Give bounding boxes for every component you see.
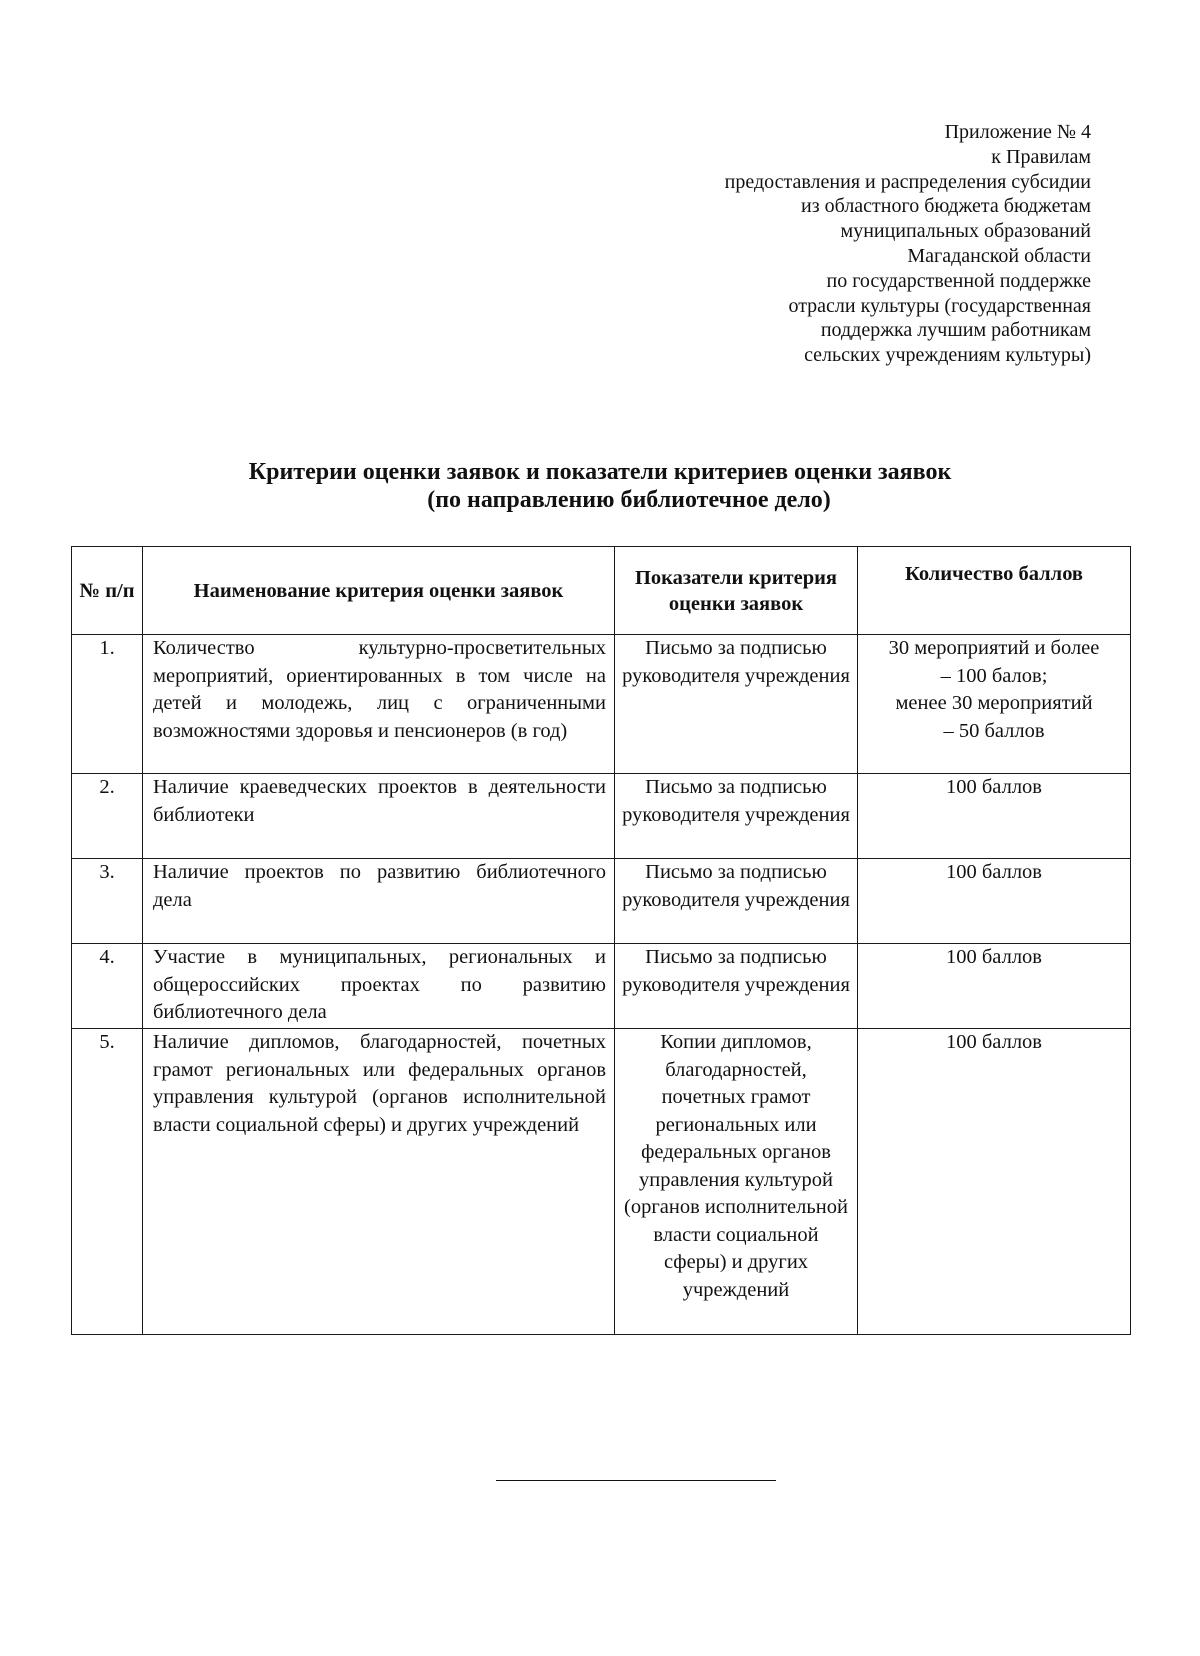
appendix-note [571, 120, 1091, 368]
title-line-2: (по направлению библиотечное дело) [427, 487, 831, 513]
row-indicator: Письмо за подписью руководителя учреждения [615, 774, 858, 859]
row-points: 100 баллов [858, 774, 1131, 859]
criteria-table [71, 546, 1131, 1335]
header-points: Количество баллов [858, 547, 1131, 635]
row-indicator: Письмо за подписью руководителя учреждения [615, 944, 858, 1029]
table-row [72, 859, 1131, 944]
appendix-line: из областного бюджета бюджетам [801, 195, 1091, 218]
table-row [72, 774, 1131, 859]
header-name: Наименование критерия оценки заявок [143, 547, 615, 635]
document-title [0, 458, 1200, 514]
table-row [72, 944, 1131, 1029]
row-num: 4. [72, 944, 143, 1029]
appendix-line: сельских учреждениям культуры) [804, 344, 1091, 367]
appendix-line: отрасли культуры (государственная [788, 294, 1091, 317]
end-divider-line [496, 1480, 776, 1481]
header-indicator: Показатели критерия оценки заявок [615, 547, 858, 635]
row-indicator: Письмо за подписью руководителя учреждения [615, 635, 858, 774]
row-criterion: Наличие дипломов, благодарностей, почетных грамот региональных или федеральных органов управления культурой (органов исполнительной власти социальной сферы) и других учреждений [143, 1029, 615, 1335]
points-line: – 100 балов; [940, 664, 1048, 687]
row-num: 3. [72, 859, 143, 944]
row-num: 2. [72, 774, 143, 859]
title-line-1: Критерии оценки заявок и показатели критериев оценки заявок [248, 459, 952, 485]
appendix-line: муниципальных образований [840, 220, 1091, 243]
points-line: – 50 баллов [943, 719, 1045, 742]
table-row [72, 635, 1131, 774]
appendix-line: поддержка лучшим работникам [820, 319, 1091, 342]
row-criterion: Наличие краеведческих проектов в деятельности библиотеки [143, 774, 615, 859]
row-num: 1. [72, 635, 143, 774]
row-indicator: Копии дипломов, благодарностей, почетных грамот региональных или федеральных органов управления культурой (органов исполнительной власти социальной сферы) и других учреждений [615, 1029, 858, 1335]
row-criterion: Участие в муниципальных, региональных и общероссийских проектах по развитию библиотечного дела [143, 944, 615, 1029]
table-header-row [72, 547, 1131, 635]
row-points: 100 баллов [858, 1029, 1131, 1335]
appendix-line: по государственной поддержке [826, 269, 1091, 292]
points-line: 30 мероприятий и более [888, 637, 1100, 659]
row-points: 100 баллов [858, 859, 1131, 944]
header-num: № п/п [72, 547, 143, 635]
row-criterion: Количество культурно-просветительных мероприятий, ориентированных в том числе на детей и молодежь, лиц с ограниченными возможностями здоровья и пенсионеров (в год) [143, 635, 615, 774]
appendix-line: Приложение № 4 [944, 121, 1091, 143]
row-indicator: Письмо за подписью руководителя учреждения [615, 859, 858, 944]
appendix-line: к Правилам [991, 145, 1091, 168]
points-line: менее 30 мероприятий [895, 692, 1093, 714]
row-points: 100 баллов [858, 944, 1131, 1029]
table-row [72, 1029, 1131, 1335]
appendix-line: предоставления и распределения субсидии [724, 170, 1091, 193]
row-points [858, 635, 1131, 774]
row-num: 5. [72, 1029, 143, 1335]
appendix-line: Магаданской области [907, 244, 1091, 267]
row-criterion: Наличие проектов по развитию библиотечного дела [143, 859, 615, 944]
